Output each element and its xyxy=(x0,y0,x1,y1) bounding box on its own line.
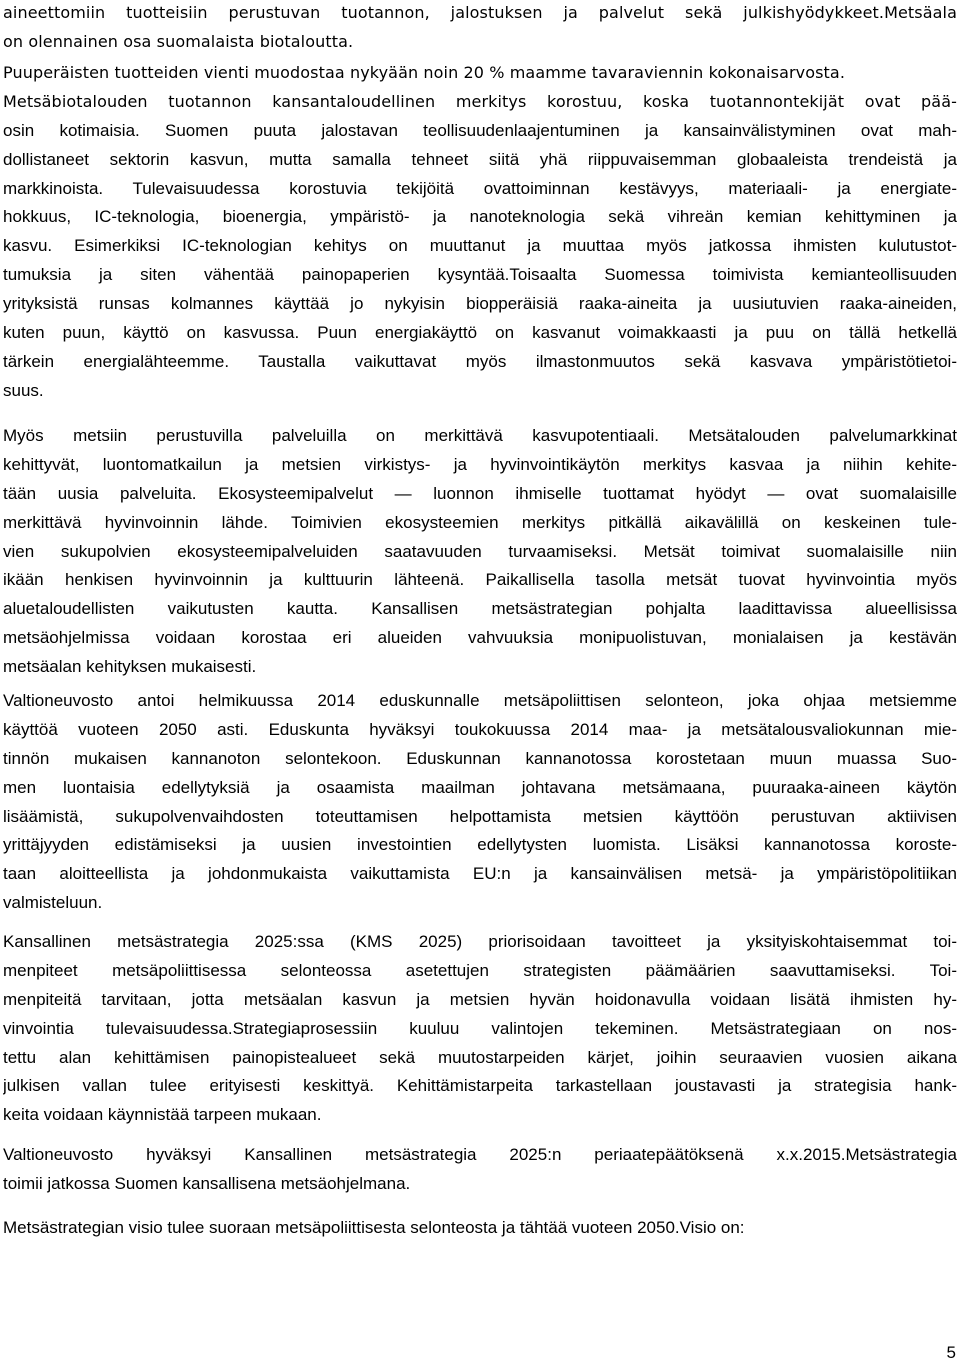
text-line: tärkein energialähteemme. Taustalla vaikuttavat myös ilmastonmuutos sekä kasvava ympäristötietoi- xyxy=(3,351,957,371)
text-line: taan aloitteellista ja johdonmukaista vaikuttamista EU:n ja kansainvälisen metsä- ja ympäristöpolitiikan xyxy=(3,864,957,884)
text-line: menpiteitä tarvitaan, jotta metsäalan kasvun ja metsien hyvän hoidonavulla voidaan lisätä ihmisten hy- xyxy=(3,989,957,1009)
text-line: Kansallinen metsästrategia 2025:ssa (KMS 2025) priorisoidaan tavoitteet ja yksityiskohtaisemmat toi- xyxy=(3,932,957,951)
text-line: dollistaneet sektorin kasvun, mutta samalla tehneet siitä yhä riippuvaisemman globaaleista trendeistä ja xyxy=(3,149,957,169)
text-line: Puuperäisten tuotteiden vienti muodostaa nykyään noin 20 % maamme tavaraviennin kokonaisarvosta. xyxy=(3,63,846,82)
text-line: tinnön mukaisen kannanoton selontekoon. Eduskunnan kannanotossa korostetaan muun muassa Suo- xyxy=(3,748,957,768)
text-line: julkisen vallan tulee erityisesti keskittyä. Kehittämistarpeita tarkastellaan joustavasti ja strategisia hank- xyxy=(3,1076,957,1096)
text-line: men luontaisia edellytyksiä ja osaamista maailman johtavana metsämaana, puuraaka-aineen käytön xyxy=(3,777,957,797)
text-line: hokkuus, IC-teknologia, bioenergia, ympäristö- ja nanoteknologia sekä vihreän kemian kehittyminen ja xyxy=(3,207,957,227)
text-line: osin kotimaisia. Suomen puuta jalostavan teollisuudenlaajentuminen ja kansainvälistyminen ovat mah- xyxy=(3,120,957,140)
text-line: metsäalan kehityksen mukaisesti. xyxy=(3,657,257,677)
text-line: kasvu. Esimerkiksi IC-teknologian kehitys on muuttanut ja muuttaa myös jatkossa ihmisten kulutustot- xyxy=(3,236,957,256)
text-line: suus. xyxy=(3,380,44,400)
text-line: markkinoista. Tulevaisuudessa korostuvia tekijöitä ovattoiminnan kestävyys, materiaali- ja energiate- xyxy=(3,178,957,198)
text-line: Myös metsiin perustuvilla palveluilla on merkittävä kasvupotentiaali. Metsätalouden palvelumarkkinat xyxy=(3,426,957,445)
text-line: Metsästrategian visio tulee suoraan metsäpoliittisesta selonteosta ja tähtää vuoteen 2050.Visio on: xyxy=(3,1218,745,1237)
page-number: 5 xyxy=(946,1343,956,1362)
text-line: menpiteet metsäpoliittisessa selonteossa asetettujen strategisten päämäärien saavuttamiseksi. Toi- xyxy=(3,960,957,980)
text-line: tään uusia palveluita. Ekosysteemipalvelut — luonnon ihmiselle tuottamat hyödyt — ovat suomalaisille xyxy=(3,483,957,503)
text-line: yrittäjyyden edistämiseksi ja uusien investointien edellytysten luomista. Lisäksi kannanotossa koroste- xyxy=(3,835,957,855)
text-line: Valtioneuvosto antoi helmikuussa 2014 eduskunnalle metsäpoliittisen selonteon, joka ohjaa metsiemme xyxy=(3,691,957,710)
paragraph-palvelut xyxy=(3,422,957,682)
text-line: ikään henkisen hyvinvoinnin ja kulttuurin lähteenä. Paikallisella tasolla metsät tuovat hyvinvointia myös xyxy=(3,570,957,590)
text-line: lisäämistä, sukupolvenvaihdosten toteuttamisen helpottamista metsien käyttöön perustuvan aktiivisen xyxy=(3,806,957,826)
text-line: yrityksistä runsas kolmannes käyttää jo nykyisin biopperäisiä raaka-aineita ja uusiutuvien raaka-aineiden, xyxy=(3,294,957,314)
text-line: valmisteluun. xyxy=(3,893,103,913)
text-line: kuten puun, käyttö on kasvussa. Puun energiakäyttö on kasvanut voimakkaasti ja puu on tällä hetkellä xyxy=(3,323,957,343)
text-line: keita voidaan käynnistää tarpeen mukaan. xyxy=(3,1105,322,1125)
text-line: Metsäbiotalouden tuotannon kansantaloudellinen merkitys korostuu, koska tuotannontekijät ovat pää- xyxy=(3,91,957,111)
paragraph-visio xyxy=(3,1214,957,1243)
text-line: toimii jatkossa Suomen kansallisena metsäohjelmana. xyxy=(3,1173,411,1193)
text-line: käyttöä vuoteen 2050 asti. Eduskunta hyväksyi toukokuussa 2014 maa- ja metsätalousvaliokunnan mie- xyxy=(3,719,957,739)
text-line: merkittävä hyvinvoinnin lähde. Toimivien ekosysteemien merkitys pitkällä aikavälillä on keskeinen tule- xyxy=(3,512,957,532)
text-line: vinvointia tulevaisuudessa.Strategiaprosessiin kuuluu valintojen tekeminen. Metsästrategiaan on nos- xyxy=(3,1018,957,1038)
paragraph-kms2025 xyxy=(3,928,957,1130)
text-line: tumuksia ja siten vähentää painopaperien kysyntää.Toisaalta Suomessa toimivista kemianteollisuuden xyxy=(3,265,957,285)
text-line: metsäohjelmissa voidaan korostaa eri alueiden vahvuuksia monipuolistuvan, monialaisen ja kestävän xyxy=(3,628,957,648)
paragraph-selonteko xyxy=(3,687,957,918)
text-line: tettu alan kehittämisen painopistealueet sekä muutostarpeiden kärjet, joihin seuraavien vuosien aikana xyxy=(3,1047,957,1067)
text-line: kehittyvät, luontomatkailun ja metsien virkistys- ja hyvinvointikäytön merkitys kasvaa ja niihin kehite- xyxy=(3,454,957,474)
text-line: Valtioneuvosto hyväksyi Kansallinen metsästrategia 2025:n periaatepäätöksenä x.x.2015.Metsästrategia xyxy=(3,1145,957,1164)
text-line: aineettomiin tuotteisiin perustuvan tuotannon, jalostuksen ja palvelut sekä julkishyödykkeet.Metsäala xyxy=(3,3,957,22)
text-line: on olennainen osa suomalaista biotaloutta. xyxy=(3,31,354,51)
text-line: aluetaloudellisten vaikutusten kautta. Kansallisen metsästrategian pohjalta laadittavissa alueellisissa xyxy=(3,599,957,619)
text-line: vien sukupolvien ekosysteemipalveluiden saatavuuden turvaamiseksi. Metsät toimivat suomalaisille niin xyxy=(3,541,957,561)
paragraph-vienti xyxy=(3,59,957,406)
paragraph-periaatepaatos xyxy=(3,1141,957,1199)
paragraph-biotalous xyxy=(3,0,957,57)
